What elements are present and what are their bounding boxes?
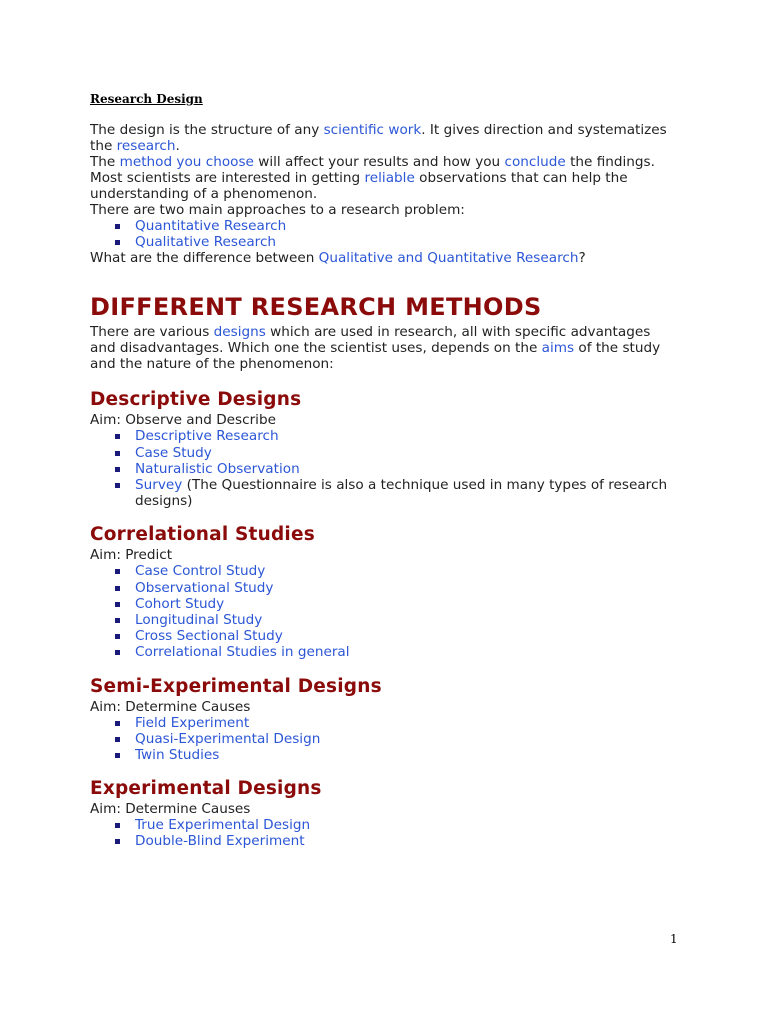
section-descriptive-designs — [90, 388, 680, 509]
list-item — [135, 218, 680, 234]
text-segment: The design is the structure of any — [90, 122, 324, 138]
link-true-experimental-design[interactable]: True Experimental Design — [135, 817, 311, 834]
document-title: Research Design — [90, 92, 203, 106]
intro-paragraph-5 — [90, 250, 680, 266]
link-naturalistic-observation[interactable]: Naturalistic Observation — [135, 460, 300, 477]
section-aim: Aim: Determine Causes — [90, 698, 251, 715]
text-segment: Most scientists are interested in getting — [90, 170, 365, 186]
section-heading: Descriptive Designs — [90, 389, 302, 411]
link-quasi-experimental-design[interactable]: Quasi-Experimental Design — [135, 730, 321, 747]
section-correlational-studies — [90, 523, 680, 660]
link-designs[interactable]: designs — [213, 324, 266, 341]
text-segment: . It gives direction and systematizes the — [90, 122, 667, 154]
section-list — [90, 563, 680, 660]
link-aims[interactable]: aims — [541, 340, 575, 357]
section-list — [90, 428, 680, 509]
intro-paragraph-1 — [90, 122, 680, 154]
page-number: 1 — [670, 932, 678, 946]
list-item — [135, 563, 680, 579]
intro-paragraph-2 — [90, 154, 680, 170]
list-item — [135, 461, 680, 477]
intro-paragraph-3 — [90, 170, 680, 202]
link-reliable[interactable]: reliable — [364, 170, 415, 186]
section-list — [90, 817, 680, 849]
methods-paragraph — [90, 324, 680, 372]
list-item — [135, 833, 680, 849]
link-method-you-choose[interactable]: method you choose — [119, 154, 254, 170]
link-cohort-study[interactable]: Cohort Study — [135, 595, 225, 612]
list-item — [135, 234, 680, 250]
section-aim: Aim: Observe and Describe — [90, 412, 276, 429]
link-observational-study[interactable]: Observational Study — [135, 579, 274, 596]
section-heading: Correlational Studies — [90, 524, 315, 546]
link-case-control-study[interactable]: Case Control Study — [135, 563, 266, 580]
list-item — [135, 612, 680, 628]
link-survey[interactable]: Survey — [135, 477, 183, 494]
list-item — [135, 477, 680, 509]
section-heading: Semi-Experimental Designs — [90, 675, 382, 697]
link-twin-studies[interactable]: Twin Studies — [135, 747, 220, 764]
link-double-blind-experiment[interactable]: Double-Blind Experiment — [135, 833, 305, 850]
section-experimental-designs — [90, 777, 680, 849]
list-item — [135, 580, 680, 596]
section-aim: Aim: Determine Causes — [90, 801, 251, 818]
section-list — [90, 715, 680, 764]
approaches-list — [90, 218, 680, 250]
link-descriptive-research[interactable]: Descriptive Research — [135, 428, 279, 445]
link-longitudinal-study[interactable]: Longitudinal Study — [135, 612, 263, 629]
link-scientific-work[interactable]: scientific work — [323, 122, 422, 138]
section-aim: Aim: Predict — [90, 547, 173, 564]
link-cross-sectional-study[interactable]: Cross Sectional Study — [135, 628, 283, 645]
link-qualitative-research[interactable]: Qualitative Research — [135, 234, 277, 251]
list-item — [135, 445, 680, 461]
link-research[interactable]: research — [116, 138, 176, 154]
link-conclude[interactable]: conclude — [504, 154, 566, 170]
text-segment: The — [90, 154, 120, 170]
list-item — [135, 628, 680, 644]
link-case-study[interactable]: Case Study — [135, 444, 212, 461]
link-qualitative-and-quantitative[interactable]: Qualitative and Quantitative Research — [318, 250, 579, 267]
list-item — [135, 817, 680, 833]
text-segment: What are the difference between — [90, 250, 319, 267]
text-segment: There are various — [90, 324, 214, 341]
text-segment: observations that can help the understanding of a phenomenon. — [90, 170, 628, 202]
list-item — [135, 644, 680, 660]
text-segment: of the study and the nature of the phenomenon: — [90, 340, 661, 373]
link-quantitative-research[interactable]: Quantitative Research — [135, 218, 287, 234]
list-item — [135, 596, 680, 612]
methods-heading: DIFFERENT RESEARCH METHODS — [90, 293, 542, 322]
survey-note: (The Questionnaire is also a technique used in many types of research designs) — [135, 477, 668, 510]
section-semi-experimental-designs — [90, 675, 680, 764]
document-page — [90, 92, 680, 850]
text-segment: ? — [578, 250, 586, 267]
section-heading: Experimental Designs — [90, 778, 322, 800]
text-segment: the findings. — [565, 154, 655, 170]
text-segment: . — [175, 138, 180, 154]
text-segment: will affect your results and how you — [253, 154, 505, 170]
text-segment: which are used in research, all with specific advantages and disadvantages. Which one the scientist uses, depends on the — [90, 324, 651, 357]
intro-paragraph-4: There are two main approaches to a research problem: — [90, 202, 465, 218]
link-field-experiment[interactable]: Field Experiment — [135, 714, 250, 731]
link-correlational-studies-general[interactable]: Correlational Studies in general — [135, 644, 350, 661]
list-item — [135, 747, 680, 763]
list-item — [135, 731, 680, 747]
list-item — [135, 428, 680, 444]
list-item — [135, 715, 680, 731]
